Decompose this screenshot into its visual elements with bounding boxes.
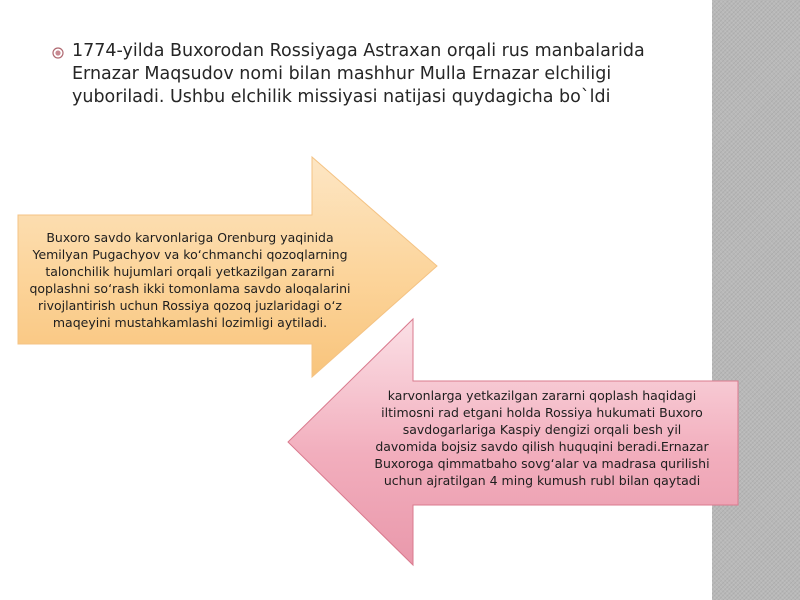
right-arrow-text: Buxoro savdo karvonlariga Orenburg yaqinida Yemilyan Pugachyov va ko‘chmanchi qozoqlarning talonchilik hujumlari orqali yetkazilgan zararni qoplashni so‘rash ikki tomonlama savdo aloqalarini rivojlantirish uchun Rossiya qozoq juzlaridagi o‘z maqeyini mustahkamlashi lozimligi aytiladi. xyxy=(29,230,351,330)
left-arrow-text: karvonlarga yetkazilgan zararni qoplash haqidagi iltimosni rad etgani holda Rossiya hukumati Buxoro savdogarlariga Kaspiy dengizi orqali besh yil davomida bojsiz savdo qilish huquqini beradi.Ernazar Buxoroga qimmatbaho sovg‘alar va madrasa qurilishi uchun ajratilgan 4 ming kumush rubl bilan qaytadi xyxy=(374,388,710,488)
bullet-text: 1774-yilda Buxorodan Rossiyaga Astraxan orqali rus manbalarida Ernazar Maqsudov nomi bilan mashhur Mulla Ernazar elchiligi yuboriladi. Ushbu elchilik missiyasi natijasi quydagicha bo`ldi xyxy=(72,41,645,107)
